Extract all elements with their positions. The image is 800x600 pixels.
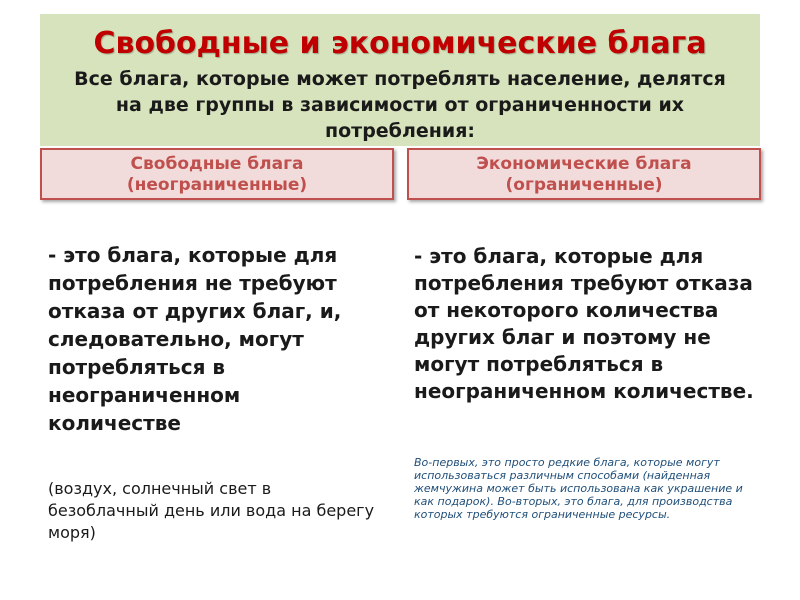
page-title: Свободные и экономические блага bbox=[93, 26, 707, 61]
economic-goods-definition: - это блага, которые для потребления требуют отказа от некоторого количества других благ и поэтому не могут потребляться в неограниченном количестве. bbox=[414, 244, 754, 403]
header-banner bbox=[40, 14, 760, 146]
free-goods-subheading: (неограниченные) bbox=[126, 175, 308, 195]
free-goods-definition: - это блага, которые для потребления не требуют отказа от других благ, и, следовательно, могут потребляться в неограниченном количестве bbox=[48, 243, 342, 435]
free-goods-example: (воздух, солнечный свет в безоблачный день или вода на берегу моря) bbox=[48, 479, 375, 542]
economic-goods-subheading: (ограниченные) bbox=[505, 175, 663, 195]
economic-goods-heading-box bbox=[407, 148, 761, 200]
free-goods-heading-box bbox=[40, 148, 394, 200]
economic-goods-heading: Экономические блага bbox=[476, 154, 692, 174]
free-goods-heading: Свободные блага bbox=[130, 154, 304, 174]
economic-goods-note: Во-первых, это просто редкие блага, которые могут использоваться различным способами (найденная жемчужина может быть использована как украшение и как подарок). Во-вторых, это блага, для производства которых требуются ограниченные ресурсы. bbox=[414, 456, 743, 521]
page-subtitle: Все блага, которые может потреблять население, делятся на две группы в зависимости от ограниченности их потребления: bbox=[74, 68, 726, 142]
